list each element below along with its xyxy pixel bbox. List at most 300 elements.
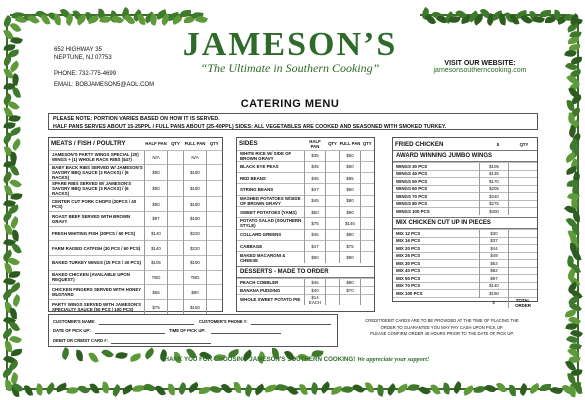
full-pan-qty-input[interactable]: [207, 226, 223, 241]
menu-row: [49, 150, 222, 165]
half-pan-qty-input[interactable]: [168, 285, 184, 300]
item-name: MIX 20 PCS: [393, 245, 480, 253]
item-name: WINGS 80 PCS: [393, 200, 480, 208]
half-pan-qty-input[interactable]: [326, 218, 340, 229]
item-name: BABY BACK RIBS SERVED W/ JAMESON'S SAVORY BBQ SAUCE (3 RACKS) / (6 RACKS): [49, 165, 145, 181]
item-price: $63: [480, 260, 509, 268]
half-pan-qty-input[interactable]: [168, 255, 184, 270]
item-price: $30: [480, 230, 509, 238]
item-name: MIX 30 PCS: [393, 260, 480, 268]
qty-input[interactable]: [509, 185, 538, 193]
item-name: FARM RAISED CATFISH (30 PCS / 60 PCS): [49, 241, 145, 256]
portion-note-line-2: HALF PANS SERVES ABOUT 15-25PPL / FULL PANS ABOUT (25-40PPL) SIDES: ALL VEGETABLES ARE COOKED AND SEASONED WITH SMOKED TURKEY.: [53, 124, 447, 130]
full-pan-price: $180: [184, 211, 207, 226]
half-pan-qty-input[interactable]: [168, 165, 184, 181]
sides-section-title: SIDES: [239, 140, 258, 148]
full-pan-qty-input[interactable]: [361, 195, 375, 206]
item-price: $105: [480, 163, 509, 171]
menu-row: [393, 185, 537, 193]
menu-row: [393, 163, 537, 171]
customer-phone-field[interactable]: [251, 324, 331, 325]
full-pan-qty-input[interactable]: [361, 278, 375, 286]
ivy-leaf: [243, 384, 254, 397]
jumbo-wings-title: AWARD WINNING JUMBO WINGS: [393, 150, 537, 162]
item-name: PARTY WINGS SERVED WITH JAMESON'S SPECIALTY SAUCE (50 PCS / 100 PCS): [49, 300, 145, 315]
full-pan-qty-input[interactable]: [361, 173, 375, 184]
full-pan-qty-input[interactable]: [361, 206, 375, 217]
menu-row: [49, 285, 222, 300]
website-url[interactable]: jamesonsoutherncooking.com: [433, 67, 527, 74]
full-pan-price: $180: [184, 197, 207, 212]
menu-row: [49, 211, 222, 226]
ivy-leaf: [199, 387, 210, 394]
credit-note-line-1: CREDIT/DEBIT CARDS ARE TO BE PROVIDED AT THE TIME OF PLACING THE: [365, 318, 519, 323]
half-pan-qty-input[interactable]: [326, 278, 340, 286]
fried-chicken-header-table: [393, 138, 537, 150]
item-name: SPARE RIBS SERVED W/ JAMESON'S SAVORY BBQ SAUCE (3 RACKS) / (6 RACKS): [49, 181, 145, 197]
item-name: CENTER CUT PORK CHOPS (20PCS / 40 PCS): [49, 197, 145, 212]
ivy-leaf: [12, 86, 21, 98]
ivy-leaf: [101, 381, 110, 393]
credit-note-line-3: PLEASE CONFIRM ORDER 48 HOURS PRIOR TO THE DATE OF PICK UP.: [370, 331, 514, 336]
half-pan-price: $50: [305, 206, 326, 217]
full-pan-qty-input[interactable]: [361, 218, 375, 229]
full-pan-qty-input[interactable]: [361, 286, 375, 294]
customer-info-form: [48, 314, 338, 347]
item-name: CABBAGE: [237, 240, 305, 251]
half-pan-price: N/A: [145, 150, 168, 165]
full-pan-price: $90: [184, 285, 207, 300]
item-price: $97: [480, 275, 509, 283]
half-pan-price: $45: [305, 173, 326, 184]
item-name: FRESH WHITING FISH (30PCS / 60 PCS): [49, 226, 145, 241]
full-pan-price: $90: [340, 252, 361, 263]
half-pan-price: $105: [145, 255, 168, 270]
item-name: MIX 50 PCS: [393, 275, 480, 283]
fried-chicken-section-title: FRIED CHICKEN: [395, 140, 444, 148]
full-pan-price: $190: [184, 255, 207, 270]
qty-input[interactable]: [509, 170, 538, 178]
desserts-rows: [237, 278, 374, 305]
full-pan-price: $180: [184, 165, 207, 181]
full-pan-price: $80: [340, 278, 361, 286]
meats-section-title: MEATS / FISH / POULTRY: [51, 140, 126, 148]
qty-header: QTY: [362, 141, 372, 147]
item-name: WINGS 60 PCS: [393, 185, 480, 193]
full-pan-qty-input[interactable]: [207, 285, 223, 300]
half-pan-price: $55: [145, 285, 168, 300]
half-pan-price: $97: [145, 211, 168, 226]
half-pan-price: $140: [145, 241, 168, 256]
half-pan-price: $40: [305, 286, 326, 294]
item-name: BANANA PUDDING: [237, 286, 305, 294]
qty-input[interactable]: [509, 267, 538, 275]
item-name: MASHED POTATOES W/SIDE OF BROWN GRAVY: [237, 195, 305, 206]
menu-row: [393, 193, 537, 201]
menu-row: [49, 270, 222, 285]
meats-rows: [49, 150, 222, 314]
ivy-leaf: [509, 385, 517, 396]
full-pan-price: $180: [184, 181, 207, 197]
full-pan-price: $85: [340, 173, 361, 184]
qty-header: QTY: [209, 141, 219, 147]
ivy-leaf: [407, 383, 419, 392]
menu-row: [237, 229, 374, 240]
menu-row: [237, 240, 374, 251]
price-header: $: [496, 141, 500, 147]
half-pan-price: $90: [145, 197, 168, 212]
menu-row: [393, 260, 537, 268]
item-name: BLACK EYE PEAS: [237, 161, 305, 172]
full-pan-price: $60: [340, 161, 361, 172]
full-pan-price: $90: [340, 206, 361, 217]
item-name: WINGS 50 PCS: [393, 178, 480, 186]
thank-you-main: THANK YOU FOR CHOOSING JAMESON'S SOUTHERN COOKING!: [160, 356, 356, 363]
qty-input[interactable]: [509, 290, 538, 298]
item-name: PEACH COBBLER: [237, 278, 305, 286]
qty-input[interactable]: [509, 252, 538, 260]
full-pan-price: $70: [340, 286, 361, 294]
ivy-leaf: [24, 384, 33, 396]
half-pan-qty-input[interactable]: [326, 195, 340, 206]
half-pan-qty-input[interactable]: [326, 173, 340, 184]
menu-row: [393, 237, 537, 245]
item-name: WINGS 100 PCS: [393, 208, 480, 216]
meats-panel: [48, 137, 223, 312]
ivy-leaf: [286, 384, 298, 397]
qty-input[interactable]: [509, 193, 538, 201]
qty-input[interactable]: [509, 282, 538, 290]
total-price-symbol: $: [480, 297, 509, 308]
full-pan-price: $220: [184, 241, 207, 256]
half-pan-qty-input[interactable]: [168, 300, 184, 315]
customer-name-field[interactable]: [99, 324, 194, 325]
item-name: MIX 40 PCS: [393, 267, 480, 275]
item-name: RED BEANS: [237, 173, 305, 184]
pickup-date-label: DATE OF PICK UP:: [53, 328, 91, 333]
qty-header: QTY: [328, 141, 337, 147]
ivy-leaf: [11, 242, 22, 255]
half-pan-qty-input[interactable]: [168, 211, 184, 226]
full-pan-qty-input[interactable]: [207, 211, 223, 226]
menu-row: [393, 275, 537, 283]
menu-row: [49, 181, 222, 197]
menu-row: [393, 290, 537, 298]
ivy-leaf: [168, 384, 176, 395]
half-pan-qty-input[interactable]: [168, 226, 184, 241]
pickup-time-field[interactable]: [211, 333, 281, 334]
thank-you-message: [80, 356, 510, 363]
half-pan-price: $75: [305, 218, 326, 229]
menu-row: [237, 173, 374, 184]
item-name: MIX 70 PCS: [393, 282, 480, 290]
half-pan-header: HALF PAN: [309, 138, 321, 149]
ivy-leaf: [365, 381, 374, 393]
thank-you-script: We appreciate your support!: [357, 356, 430, 363]
menu-row: [237, 278, 374, 286]
meats-table: [49, 138, 222, 314]
qty-input[interactable]: [509, 275, 538, 283]
menu-row: [393, 252, 537, 260]
item-name: POTATO SALAD (SOUTHERN STYLE): [237, 218, 305, 229]
ivy-leaf: [89, 382, 99, 395]
menu-row: [49, 165, 222, 181]
ivy-leaf: [442, 383, 451, 395]
ivy-leaf: [10, 192, 22, 201]
website-block: [420, 60, 540, 74]
item-price: $275: [480, 200, 509, 208]
item-name: WINGS 40 PCS: [393, 170, 480, 178]
item-name: WHITE RICE W/ SIDE OF BROWN GRAVY: [237, 150, 305, 161]
half-pan-price: $45: [305, 229, 326, 240]
menu-row: [49, 300, 222, 315]
half-pan-qty-input[interactable]: [168, 270, 184, 285]
menu-row: [237, 294, 374, 305]
qty-input[interactable]: [509, 163, 538, 171]
full-pan-qty-input[interactable]: [207, 270, 223, 285]
qty-input[interactable]: [509, 260, 538, 268]
full-pan-price: $80: [340, 195, 361, 206]
half-pan-qty-input[interactable]: [168, 181, 184, 197]
full-pan-qty-input[interactable]: [361, 294, 375, 305]
half-pan-qty-input[interactable]: [326, 286, 340, 294]
full-pan-price: N/A: [184, 150, 207, 165]
restaurant-name: JAMESON’S: [182, 26, 398, 63]
item-name: STRING BEANS: [237, 184, 305, 195]
item-name: MIX 16 PCS: [393, 237, 480, 245]
half-pan-price: $35: [305, 150, 326, 161]
item-name: BAKED TURKEY WINGS (15 PCS / 30 PCS): [49, 255, 145, 270]
full-pan-qty-input[interactable]: [361, 150, 375, 161]
half-pan-price: $45: [305, 278, 326, 286]
menu-row: [237, 218, 374, 229]
item-price: $205: [480, 185, 509, 193]
half-pan-price: $140: [145, 226, 168, 241]
full-pan-price: $150: [184, 300, 207, 315]
email-address: EMAIL: BOBJAMESON5@AOL.COM: [54, 82, 155, 88]
half-pan-price: $50: [305, 252, 326, 263]
ivy-leaf: [299, 384, 307, 396]
qty-header: QTY: [171, 141, 180, 147]
sides-panel: [236, 137, 375, 312]
item-name: MIX 25 PCS: [393, 252, 480, 260]
half-pan-price: $90: [145, 165, 168, 181]
qty-input[interactable]: [509, 230, 538, 238]
half-pan-price: $45: [305, 195, 326, 206]
half-pan-qty-input[interactable]: [326, 150, 340, 161]
half-pan-price: $45: [305, 161, 326, 172]
full-pan-qty-input[interactable]: [361, 252, 375, 263]
mix-chicken-title: MIX CHICKEN CUT UP IN PIECES: [393, 217, 537, 229]
ivy-leaf: [352, 382, 365, 395]
full-pan-price: $60: [340, 184, 361, 195]
customer-name-label: CUSTOMER'S NAME:: [53, 319, 96, 324]
website-label: VISIT OUR WEBSITE:: [444, 60, 516, 67]
menu-row: [393, 267, 537, 275]
wings-rows: [393, 163, 537, 216]
sides-rows: [237, 150, 374, 263]
ivy-leaf: [60, 347, 72, 360]
ivy-leaf: [11, 349, 22, 356]
mix-rows: [393, 230, 537, 298]
address-line-2: NEPTUNE, NJ 07753: [54, 55, 112, 61]
qty-input[interactable]: [509, 245, 538, 253]
menu-row: [393, 170, 537, 178]
full-pan-price: $80: [340, 229, 361, 240]
full-pan-qty-input[interactable]: [361, 184, 375, 195]
ivy-leaf: [10, 138, 23, 151]
menu-row: [49, 255, 222, 270]
half-pan-price: TBD: [145, 270, 168, 285]
menu-row: [237, 150, 374, 161]
item-name: SWEET POTATOES (YAMS): [237, 206, 305, 217]
half-pan-qty-input[interactable]: [168, 197, 184, 212]
wings-table: [393, 162, 537, 215]
pickup-date-field[interactable]: [95, 333, 165, 334]
sides-table: [237, 138, 374, 263]
qty-header: QTY: [519, 141, 529, 147]
full-pan-header: FULL PAN: [184, 141, 206, 147]
item-name: BAKED CHICKEN (AVAILABLE UPON REQUEST): [49, 270, 145, 285]
item-price: $37: [480, 237, 509, 245]
menu-row: [393, 282, 537, 290]
restaurant-address-block: [54, 46, 154, 89]
menu-row: [237, 206, 374, 217]
restaurant-tagline: “The Ultimate in Southern Cooking”: [200, 61, 380, 75]
ivy-leaf: [430, 383, 440, 396]
ivy-leaf: [110, 384, 122, 397]
ivy-leaf: [376, 384, 386, 396]
ivy-leaf: [77, 383, 90, 396]
full-pan-header: FULL PAN: [339, 141, 361, 147]
item-name: COLLARD GREENS: [237, 229, 305, 240]
item-name: BAKED MACARONI & CHEESE: [237, 252, 305, 263]
credit-card-note: [342, 318, 542, 338]
item-price: $190: [480, 290, 509, 298]
ivy-leaf: [221, 382, 233, 395]
full-pan-price: TBD: [184, 270, 207, 285]
full-pan-qty-input[interactable]: [207, 197, 223, 212]
item-name: MIX 100 PCS: [393, 290, 480, 298]
full-pan-qty-input[interactable]: [361, 240, 375, 251]
item-price: $170: [480, 178, 509, 186]
half-pan-qty-input[interactable]: [168, 241, 184, 256]
half-pan-qty-input[interactable]: [326, 294, 340, 305]
ivy-leaf: [5, 341, 12, 352]
menu-row: [393, 208, 537, 216]
menu-row: [237, 184, 374, 195]
menu-row: [237, 195, 374, 206]
ivy-leaf: [496, 381, 507, 394]
half-pan-price: $47: [305, 240, 326, 251]
full-pan-price: [340, 294, 361, 305]
full-pan-qty-input[interactable]: [361, 229, 375, 240]
item-name: WINGS 30 PCS: [393, 163, 480, 171]
ivy-leaf: [418, 384, 431, 396]
item-name: JAMESON'S PARTY WINGS SPECIAL (20) WINGS + (1) WHOLE RACK RIBS ($47): [49, 150, 145, 165]
menu-row: [393, 178, 537, 186]
half-pan-qty-input[interactable]: [326, 252, 340, 263]
ivy-leaf: [234, 382, 241, 393]
full-pan-qty-input[interactable]: [207, 241, 223, 256]
item-name: ROAST BEEF SERVED WITH BROWN GRAVY: [49, 211, 145, 226]
half-pan-qty-input[interactable]: [168, 150, 184, 165]
full-pan-qty-input[interactable]: [207, 181, 223, 197]
item-price: $135: [480, 170, 509, 178]
customer-phone-label: CUSTOMER'S PHONE #:: [199, 319, 248, 324]
menu-row: [237, 286, 374, 294]
portion-note-line-1: PLEASE NOTE: PORTION VARIES BASED ON HOW IT IS SERVED.: [53, 116, 220, 122]
menu-row: [393, 245, 537, 253]
full-pan-qty-input[interactable]: [361, 161, 375, 172]
full-pan-price: $145: [340, 218, 361, 229]
restaurant-logo: [170, 27, 410, 76]
half-pan-price: $90: [145, 181, 168, 197]
mix-table: [393, 229, 537, 308]
ivy-leaf: [11, 294, 23, 307]
qty-input[interactable]: [509, 208, 538, 216]
menu-row: [393, 230, 537, 238]
half-pan-qty-input[interactable]: [326, 240, 340, 251]
half-pan-price: $75: [145, 300, 168, 315]
fried-chicken-panel: [392, 137, 538, 308]
half-pan-price: $14 EACH: [305, 294, 326, 305]
item-name: WINGS 70 PCS: [393, 193, 480, 201]
item-price: $240: [480, 193, 509, 201]
card-number-field[interactable]: [111, 343, 211, 344]
ivy-leaf: [195, 14, 208, 25]
menu-row: [49, 197, 222, 212]
full-pan-qty-input[interactable]: [207, 165, 223, 181]
full-pan-qty-input[interactable]: [207, 255, 223, 270]
item-name: MIX 12 PCS: [393, 230, 480, 238]
total-order-label[interactable]: TOTAL ORDER: [509, 297, 538, 308]
item-name: WHOLE SWEET POTATO PIE: [237, 294, 305, 305]
ivy-leaf: [143, 381, 156, 393]
menu-row: [49, 241, 222, 256]
qty-input[interactable]: [509, 178, 538, 186]
qty-input[interactable]: [509, 237, 538, 245]
full-pan-qty-input[interactable]: [207, 150, 223, 165]
full-pan-qty-input[interactable]: [207, 300, 223, 315]
catering-menu-title: CATERING MENU: [240, 98, 340, 110]
qty-input[interactable]: [509, 200, 538, 208]
item-price: $44: [480, 245, 509, 253]
item-price: $82: [480, 267, 509, 275]
full-pan-price: $220: [184, 226, 207, 241]
item-price: $49: [480, 252, 509, 260]
full-pan-price: $75: [340, 240, 361, 251]
phone-number: PHONE: 732-775-4699: [54, 71, 117, 77]
menu-row: [49, 226, 222, 241]
menu-row: [237, 252, 374, 263]
card-number-label: DEBIT OR CREDIT CARD #:: [53, 338, 108, 343]
pickup-time-label: TIME OF PICK UP:: [169, 328, 206, 333]
ivy-leaf: [35, 383, 45, 396]
half-pan-qty-input[interactable]: [326, 184, 340, 195]
item-price: $140: [480, 282, 509, 290]
half-pan-qty-input[interactable]: [326, 206, 340, 217]
full-pan-price: $50: [340, 150, 361, 161]
half-pan-price: $47: [305, 184, 326, 195]
portion-note: [48, 113, 538, 130]
menu-row: [393, 200, 537, 208]
half-pan-qty-input[interactable]: [326, 229, 340, 240]
credit-note-line-2: ORDER TO GUARANTEE YOU MAY PAY CASH UPON PICK UP.: [380, 324, 504, 330]
half-pan-header: HALF PAN: [145, 141, 167, 147]
address-line-1: 652 HIGHWAY 35: [54, 47, 102, 53]
half-pan-qty-input[interactable]: [326, 161, 340, 172]
